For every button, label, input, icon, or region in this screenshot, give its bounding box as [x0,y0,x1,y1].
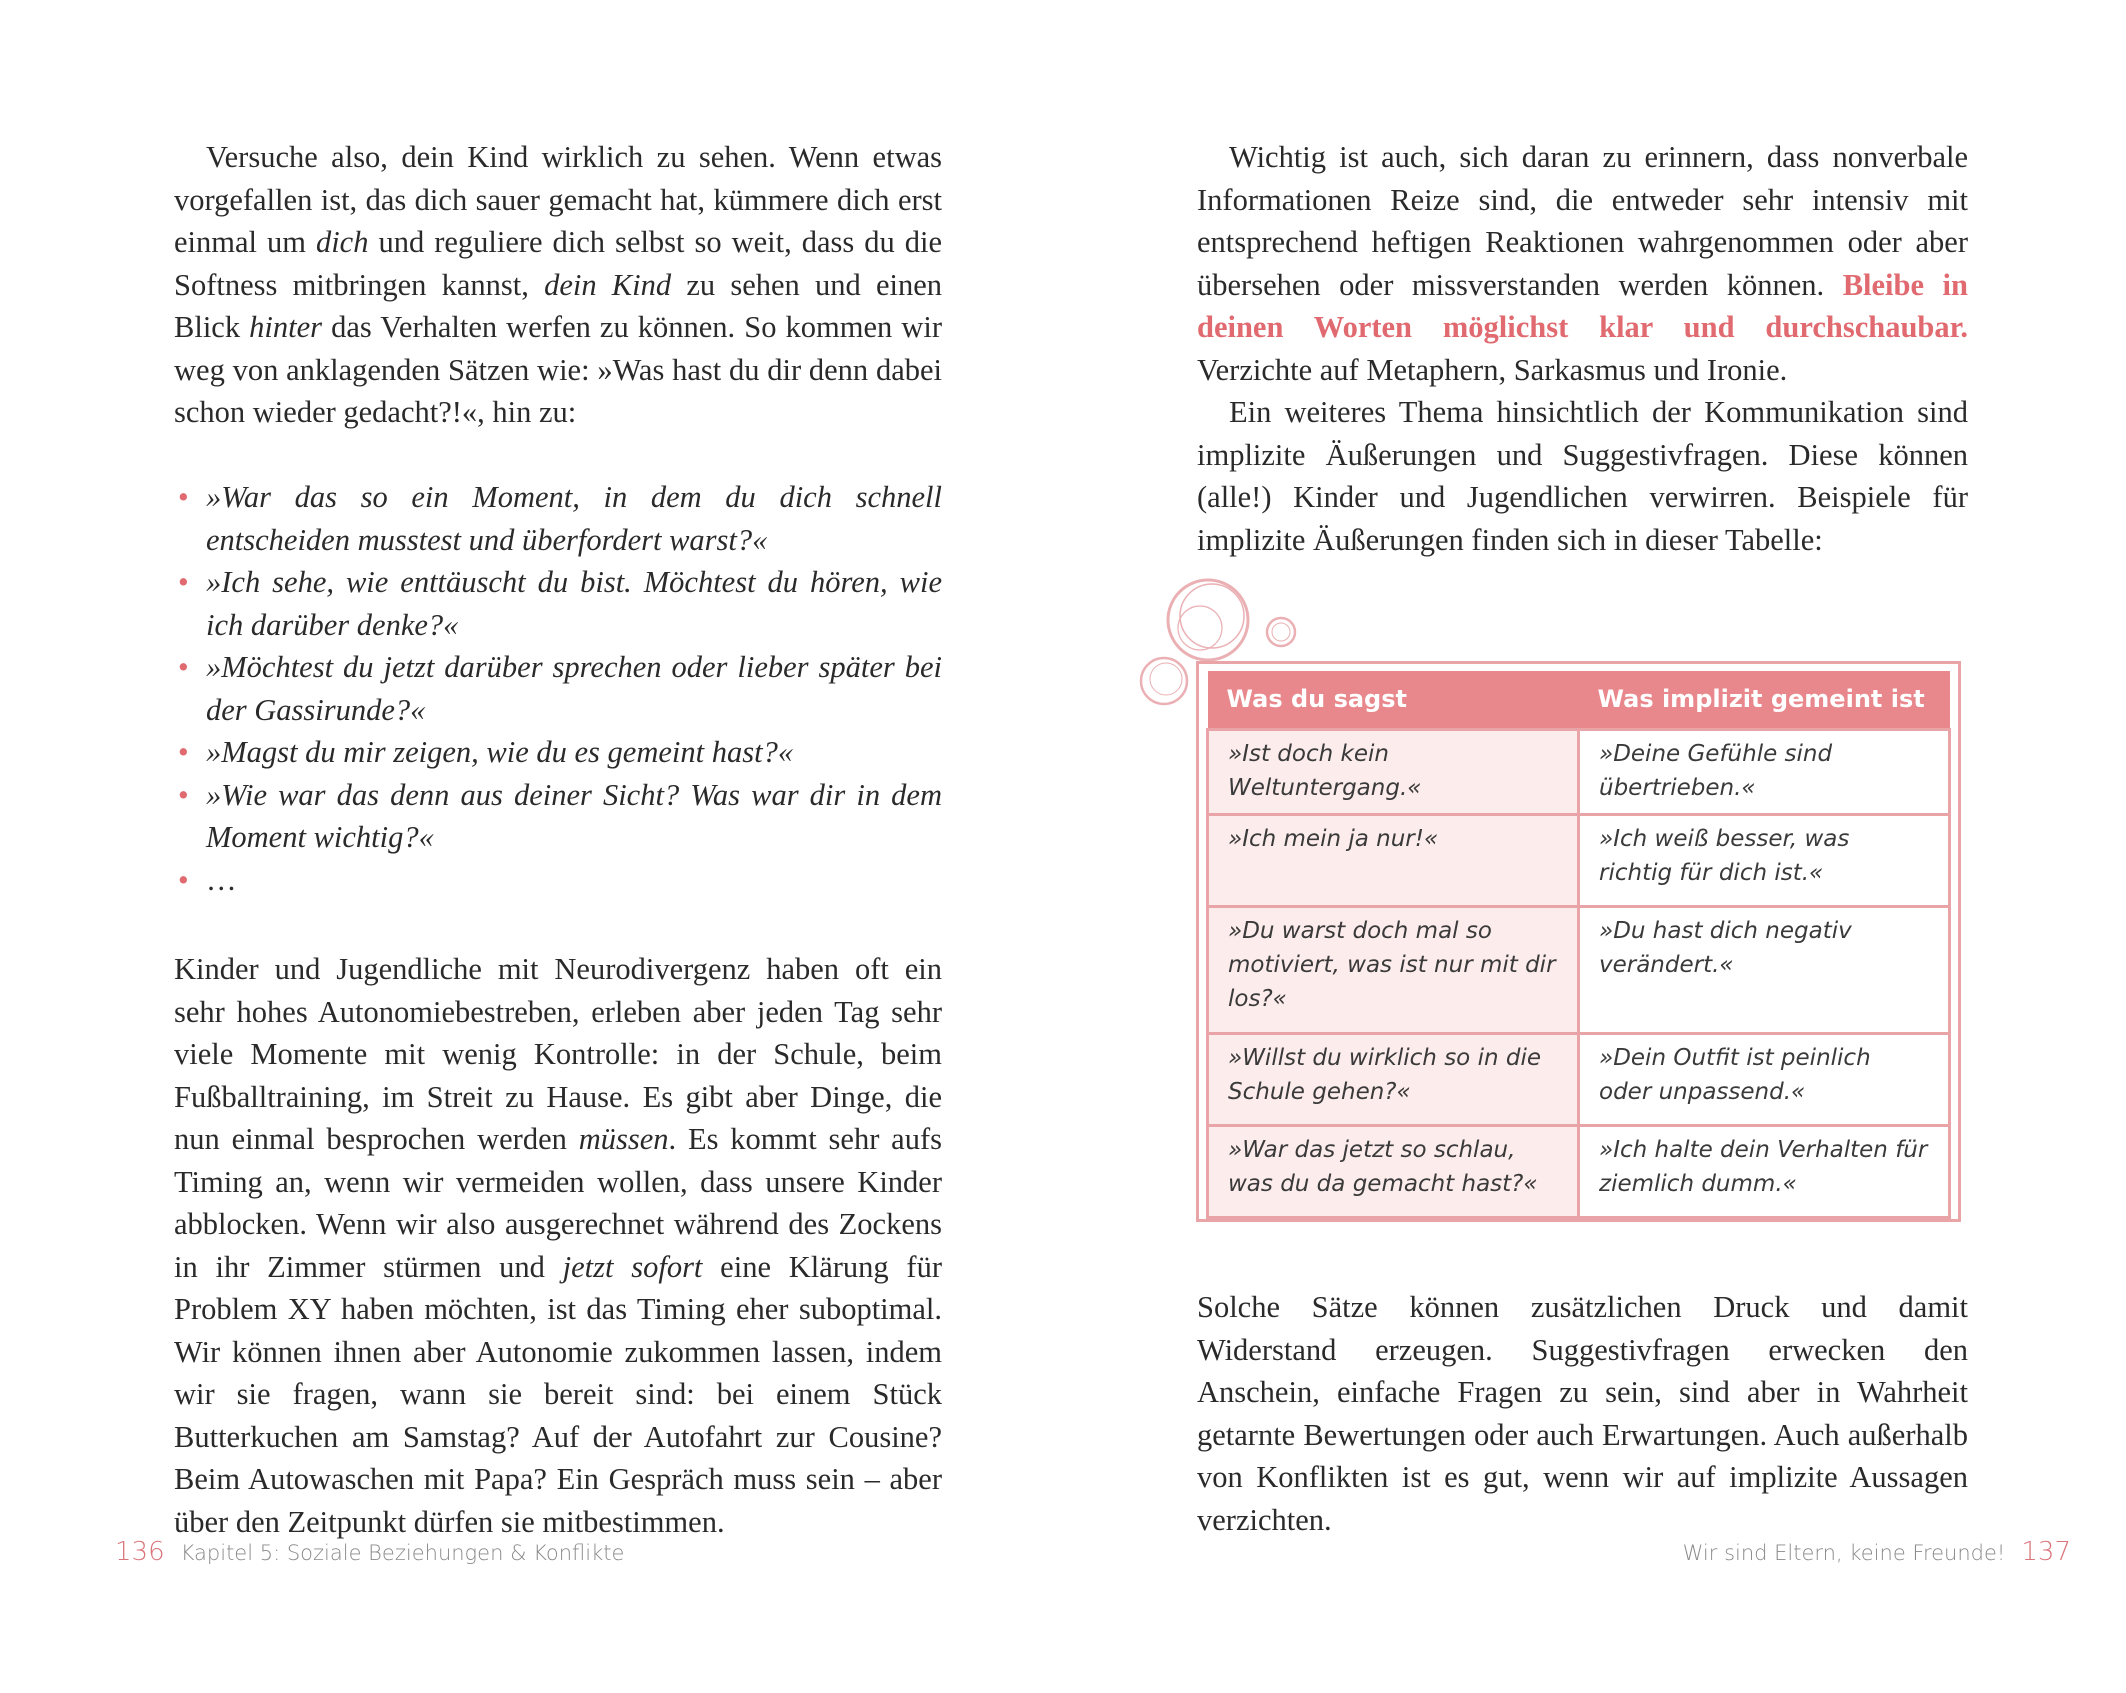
paragraph-intro [174,136,942,434]
paragraph-conclusion [1197,1286,1968,1541]
bullet-icon: • [178,565,189,599]
emphasis: hinter [249,310,323,344]
table-header-row [1208,671,1950,729]
list-item [174,476,942,561]
bullet-icon: • [178,480,189,514]
column-header-said: Was du sagst [1208,671,1579,729]
table-cell: »Dein Outfit ist peinlich oder unpassend.« [1579,1033,1950,1125]
left-footer [115,1537,624,1567]
running-header-title: Wir sind Eltern, keine Freunde! [1682,1541,2006,1565]
emphasis: müssen [578,1122,669,1156]
table-row [1208,1125,1950,1217]
list-item [174,859,942,902]
text-run: Wichtig ist auch, sich daran zu erinnern, dass nonverbale Informationen Reize sind, die entweder sehr intensiv mit entsprechend heftigen Reaktionen wahrgenommen oder aber übersehen oder missverstanden werden können. [1197,140,1968,302]
table-cell: »Ich halte dein Verhalten für ziemlich dumm.« [1579,1125,1950,1217]
text-run: Kinder und Jugendliche mit Neurodivergenz haben oft ein sehr hohes Autonomiebestreben, erleben aber jeden Tag sehr viele Momente mit wenig Kontrolle: in der Schule, beim Fußballtraining, im Streit zu Hause. Es gibt aber Dinge, die nun einmal besprochen werden [174,952,942,1156]
page-number: 137 [2021,1537,2071,1567]
emphasis: jetzt sofort [562,1249,703,1284]
list-item-text: »Möchtest du jetzt darüber sprechen oder lieber später bei der Gassirunde?« [206,650,942,727]
right-text-block [1197,136,1968,561]
table-cell: »Du hast dich negativ verändert.« [1579,906,1950,1033]
list-item [174,646,942,731]
list-item [174,561,942,646]
column-header-meant: Was implizit gemeint ist [1579,671,1950,729]
text-run: Versuche also, dein Kind wirklich zu sehen. Wenn etwas vorgefallen ist, das dich sauer gemacht hat, kümmere dich erst einmal um [174,140,942,259]
text-run: zu sehen und einen Blick [174,267,942,344]
bullet-icon: • [178,650,189,684]
text-run: . Es kommt sehr aufs Timing an, wenn wir vermeiden wollen, dass unsere Kinder abblocken. Wenn wir also ausgerechnet während des Zockens in ihr Zimmer stürmen und [174,1122,942,1284]
list-item-text: »Magst du mir zeigen, wie du es gemeint hast?« [206,735,794,769]
implicit-statements-table-frame [1196,661,1961,1222]
table-cell: »Deine Gefühle sind übertrieben.« [1579,729,1950,814]
paragraph-autonomy [174,948,942,1543]
list-item [174,774,942,859]
text-run: Verzichte auf Metaphern, Sarkasmus und Ironie. [1197,352,1788,387]
running-header-chapter: Kapitel 5: Soziale Beziehungen & Konflikte [180,1541,625,1565]
page-number: 136 [115,1537,165,1567]
list-item-text: »Wie war das denn aus deiner Sicht? Was war dir in dem Moment wichtig?« [206,777,942,854]
bullet-icon: • [178,862,189,897]
table-row [1208,906,1950,1033]
list-item [174,731,942,774]
list-item-text: … [206,862,237,897]
table-cell: »Willst du wirklich so in die Schule gehen?« [1208,1033,1579,1125]
table-row [1208,814,1950,906]
text-run: eine Klärung für Problem XY haben möchten, ist das Timing eher suboptimal. Wir können ihnen aber Autonomie zukommen lassen, indem wir sie fragen, wann sie bereit sind: bei einem Stück Butterkuchen am Samstag? Auf der Autofahrt zur Cousine? Beim Autowaschen mit Papa? Ein Gespräch muss sein – aber über den Zeitpunkt dürfen sie mitbestimmen. [174,1249,942,1539]
text-run: das Verhalten werfen zu können. So kommen wir weg von anklagenden Sätzen wie: »Was hast du dir denn dabei schon wieder gedacht?!«, hin zu: [174,310,942,429]
paragraph-nonverbal [1197,136,1968,391]
table-cell: »Ich weiß besser, was richtig für dich ist.« [1579,814,1950,906]
highlighted-advice: Bleibe in deinen Worten möglichst klar und durchschaubar. [1197,267,1968,344]
implicit-statements-table [1206,671,1951,1219]
text-run: und reguliere dich selbst so weit, dass du die Softness mitbringen kannst, [174,225,942,302]
list-item-text: »War das so ein Moment, in dem du dich schnell entscheiden musstest und überfordert warst?« [206,480,942,557]
right-footer [1683,1537,2071,1567]
emphasis: dein Kind [544,267,672,302]
table-cell: »War das jetzt so schlau, was du da gemacht hast?« [1208,1125,1579,1217]
table-cell: »Ist doch kein Weltuntergang.« [1208,729,1579,814]
example-questions-list [174,476,942,901]
emphasis: dich [315,225,369,259]
list-item-text: »Ich sehe, wie enttäuscht du bist. Möchtest du hören, wie ich darüber denke?« [206,565,942,642]
table-cell: »Ich mein ja nur!« [1208,814,1579,906]
table-row [1208,729,1950,814]
bullet-icon: • [178,777,189,812]
table-cell: »Du warst doch mal so motiviert, was ist nur mit dir los?« [1208,906,1579,1033]
table-row [1208,1033,1950,1125]
paragraph-implicit: Ein weiteres Thema hinsichtlich der Kommunikation sind implizite Äußerungen und Suggestivfragen. Diese können (alle!) Kinder und Jugendlichen verwirren. Beispiele für implizite Äußerungen finden sich in dieser Tabelle: [1197,395,1968,557]
bullet-icon: • [178,735,189,769]
paragraph-text: Solche Sätze können zusätzlichen Druck und damit Widerstand erzeugen. Suggestivfragen erwecken den Anschein, einfache Fragen zu sein, sind aber in Wahrheit getarnte Bewertungen oder auch Erwartungen. Auch außerhalb von Konflikten ist es gut, wenn wir auf implizite Aussagen verzichten. [1197,1290,1968,1537]
